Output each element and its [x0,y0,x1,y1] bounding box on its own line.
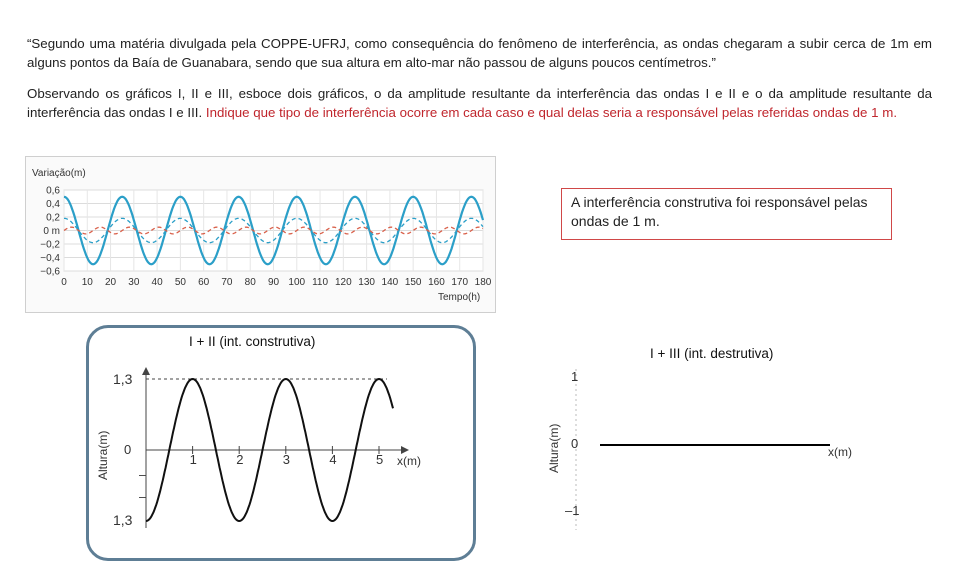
chart1-ylabel: Variação(m) [32,168,86,179]
c2-xtick-label: 3 [282,452,291,467]
chart1-xtick-label: 20 [104,277,117,288]
destructive-graph-svg [530,355,860,540]
c2-ylabel: Altura(m) [96,430,110,480]
c2-ytick-bottom: 1,3 [113,512,133,528]
answer-box [561,188,892,240]
chart1-xtick-label: 30 [128,277,140,288]
c2-y-arrow [142,367,150,375]
c2-xtick-label: 4 [329,452,337,467]
c2-neg-mark-1: – [139,467,147,482]
chart1-xtick-label: 50 [174,277,186,288]
chart1-ytick-label: −0,4 [40,253,60,264]
c2-xlabel: x(m) [397,454,421,468]
question-text: Observando os gráficos I, II e III, esboce dois gráficos, o da amplitude resultante da interferência das ondas I e II e o da amplitude resultante da interferência das ondas I e III. [27,86,932,120]
chart1-xtick-label: 130 [358,277,375,288]
c2-neg-mark-2: – [139,489,147,504]
destructive-title: I + III (int. destrutiva) [650,346,774,361]
chart1-xtick-label: 110 [312,277,329,288]
constructive-title: I + II (int. construtiva) [189,334,316,349]
chart1-xtick-label: 80 [244,277,256,288]
chart1-ytick-label: −0,2 [40,239,60,251]
destructive-interference-panel [530,355,860,540]
c3-xlabel: x(m) [828,445,852,459]
chart1-ytick-label: −0,6 [40,266,60,278]
chart1-ytick-label: 0 m [43,226,60,237]
c3-ytick-bottom: –1 [565,503,580,518]
c2-xtick-label: 2 [236,452,244,467]
c2-x-arrow [401,446,409,454]
intro-paragraph: “Segundo uma matéria divulgada pela COPPE-UFRJ, como consequência do fenômeno de interferência, as ondas chegaram a subir cerca de 1m em alguns pontos da Baía de Guanabara, sendo que sua altura em alto-mar não passou de alguns poucos centímetros.” [27,36,932,70]
c3-ylabel: Altura(m) [547,423,561,473]
chart1-xtick-label: 0 [61,277,67,288]
chart1-xtick-label: 60 [198,277,210,288]
tide-variation-chart [25,156,496,313]
answer-text: A interferência construtiva foi responsável pelas ondas de 1 m. [571,194,868,229]
chart1-xlabel: Tempo(h) [438,292,481,303]
question-highlight: Indique que tipo de interferência ocorre em cada caso e qual delas seria a responsável pelas referidas ondas de 1 m. [205,105,898,120]
constructive-interference-panel [86,325,476,561]
chart1-ytick-label: 0,6 [46,185,60,197]
c3-ytick-top: 1 [571,369,579,384]
chart1-xtick-label: 10 [81,277,93,288]
chart1-xtick-label: 140 [381,277,399,288]
c2-ytick-zero: 0 [124,442,132,457]
chart1-ytick-label: 0,2 [46,212,60,224]
tide-variation-svg [26,157,495,312]
chart1-xtick-label: 40 [151,277,163,288]
constructive-graph-svg [89,328,473,558]
c2-xtick-label: 1 [189,452,197,467]
chart1-xtick-label: 120 [334,277,352,288]
question-paragraph [27,84,932,122]
chart1-xtick-label: 150 [404,277,422,288]
c2-ytick-top: 1,3 [113,371,133,387]
chart1-xtick-label: 160 [428,277,445,288]
c3-ytick-zero: 0 [571,436,579,451]
chart1-xtick-label: 180 [474,277,492,288]
c2-xtick-label: 5 [376,452,384,467]
chart1-xtick-label: 170 [451,277,469,288]
chart1-xtick-label: 100 [288,277,306,288]
chart1-xtick-label: 70 [221,277,233,288]
chart1-xtick-label: 90 [267,277,280,288]
chart1-ytick-label: 0,4 [46,199,60,210]
